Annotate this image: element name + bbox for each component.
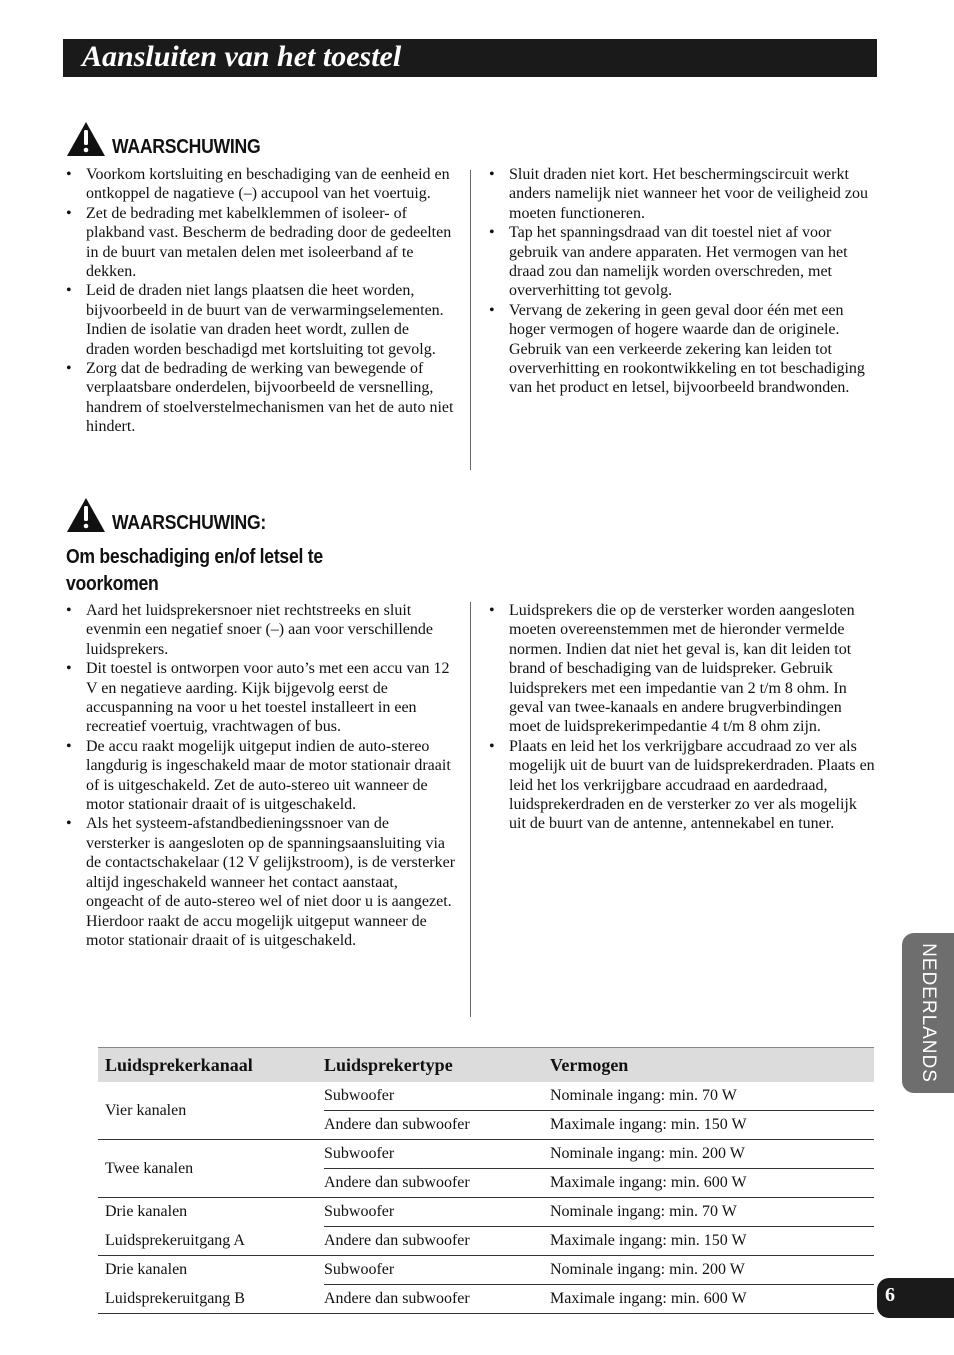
list-item: • Luidsprekers die op de versterker worden aangesloten moeten overeenstemmen met de hieronder vermelde normen. Indien dat niet het geval is, kan dit leiden tot brand of beschadiging van de luidspreker. Gebruik luidsprekers met een impedantie van 2 t/m 8 ohm. In geval van twee-kanaals en andere brugverbindingen moet de luidsprekerimpedantie 4 t/m 8 ohm zijn. <box>489 601 877 737</box>
page-number: 6 <box>885 1284 895 1306</box>
list-item: • Tap het spanningsdraad van dit toestel niet af voor gebruik van andere apparaten. Het vermogen van het draad zou dan namelijk worden overschreden, met oververhitting tot gevolg. <box>489 223 877 301</box>
warning-list-right <box>489 165 877 398</box>
language-label: NEDERLANDS <box>918 943 939 1083</box>
list-item: • Dit toestel is ontworpen voor auto’s met een accu van 12 V en negatieve aarding. Kijk bijgevolg eerst de accuspanning na voor u het toestel installeert in een recreatief voertuig, vrachtwagen of bus. <box>66 659 456 737</box>
page-title: Aansluiten van het toestel <box>82 40 402 73</box>
list-item: • Voorkom kortsluiting en beschadiging van de eenheid en ontkoppel de nagatieve (–) accupool van het voertuig. <box>66 165 456 204</box>
list-item: • Zet de bedrading met kabelklemmen of isoleer- of plakband vast. Bescherm de bedrading door de gedeelten in de buurt van metalen delen met isoleerband af te dekken. <box>66 204 456 282</box>
column-divider <box>470 170 471 470</box>
speaker-type-cell: Subwoofer <box>324 1140 550 1169</box>
column-header: Luidsprekertype <box>324 1048 550 1083</box>
list-item: • Vervang de zekering in geen geval door één met een hoger vermogen of hogere waarde dan de originele. Gebruik van een verkeerde zekering kan leiden tot oververhitting en rookontwikkeling en tot beschadiging van het product en letsel, bijvoorbeeld brandwonden. <box>489 301 877 398</box>
channel-cell: Luidsprekeruitgang A <box>105 1231 245 1249</box>
channel-cell: Vier kanalen <box>105 1101 187 1119</box>
speaker-spec-table <box>98 1047 874 1314</box>
speaker-type-cell: Andere dan subwoofer <box>324 1227 550 1256</box>
power-cell: Nominale ingang: min. 70 W <box>550 1198 874 1227</box>
power-cell: Nominale ingang: min. 200 W <box>550 1140 874 1169</box>
column-divider <box>470 602 471 1017</box>
warning-list-left <box>66 601 456 950</box>
power-cell: Maximale ingang: min. 600 W <box>550 1169 874 1198</box>
channel-cell: Drie kanalen <box>98 1256 292 1285</box>
warning-label: WAARSCHUWING <box>112 136 261 158</box>
warning-label: WAARSCHUWING: <box>112 512 266 534</box>
speaker-type-cell: Subwoofer <box>324 1198 550 1227</box>
speaker-type-cell: Andere dan subwoofer <box>324 1285 550 1314</box>
table-row <box>98 1285 874 1314</box>
power-cell: Maximale ingang: min. 150 W <box>550 1111 874 1140</box>
language-tab <box>902 933 954 1093</box>
warning-triangle-icon <box>66 497 106 533</box>
power-cell: Maximale ingang: min. 600 W <box>550 1285 874 1314</box>
warning-heading-1 <box>66 121 281 157</box>
channel-cell: Drie kanalen <box>98 1198 292 1227</box>
warning-heading-2 <box>66 497 287 533</box>
channel-cell: Twee kanalen <box>98 1140 292 1198</box>
subheading-line: voorkomen <box>66 573 159 595</box>
table-row <box>98 1082 874 1111</box>
list-item: • De accu raakt mogelijk uitgeput indien de auto-stereo langdurig is ingeschakeld maar de motor stationair draait of is uitgeschakeld. Zet de auto-stereo uit wanneer de motor stationair draait of is uitgeschakeld. <box>66 737 456 815</box>
column-header: Luidsprekerkanaal <box>98 1048 292 1083</box>
list-item: • Sluit draden niet kort. Het beschermingscircuit werkt anders namelijk niet wanneer het voor de veiligheid zou moeten functioneren. <box>489 165 877 223</box>
warning-list-right <box>489 601 877 834</box>
list-item: • Aard het luidsprekersnoer niet rechtstreeks en sluit evenmin een negatief snoer (–) aan voor verschillende luidsprekers. <box>66 601 456 659</box>
list-item: • Leid de draden niet langs plaatsen die heet worden, bijvoorbeeld in de buurt van de verwarmingselementen. Indien de isolatie van draden heet wordt, zullen de draden worden beschadigd met kortsluiting tot gevolg. <box>66 281 456 359</box>
warning-subheading <box>66 544 323 598</box>
table-row <box>98 1140 874 1169</box>
power-cell: Nominale ingang: min. 70 W <box>550 1087 737 1104</box>
power-cell: Maximale ingang: min. 150 W <box>550 1227 874 1256</box>
table-row <box>98 1198 874 1227</box>
table-header-row <box>98 1048 874 1083</box>
speaker-type-cell: Andere dan subwoofer <box>324 1111 550 1140</box>
page-header <box>63 39 877 77</box>
speaker-type-cell: Subwoofer <box>324 1087 395 1104</box>
page-number-tab <box>877 1278 954 1318</box>
warning-list-left <box>66 165 456 437</box>
speaker-type-cell: Andere dan subwoofer <box>324 1169 550 1198</box>
warning-triangle-icon <box>66 121 106 157</box>
table-row <box>98 1227 874 1256</box>
table-row <box>98 1256 874 1285</box>
speaker-type-cell: Subwoofer <box>324 1256 550 1285</box>
subheading-line: Om beschadiging en/of letsel te <box>66 546 323 568</box>
column-header: Vermogen <box>550 1048 874 1083</box>
list-item: • Plaats en leid het los verkrijgbare accudraad zo ver als mogelijk uit de buurt van de luidsprekerdraden. Plaats en leid het los verkrijgbare accudraad en aardedraad, luidsprekerdraden en de versterker zo ver als mogelijk uit de buurt van de antenne, antennekabel en tuner. <box>489 737 877 834</box>
power-cell: Nominale ingang: min. 200 W <box>550 1256 874 1285</box>
channel-cell: Luidsprekeruitgang B <box>98 1285 292 1314</box>
list-item: • Zorg dat de bedrading de werking van bewegende of verplaatsbare onderdelen, bijvoorbeeld de versnelling, handrem of stoelverstelmechanismen van het de auto niet hindert. <box>66 359 456 437</box>
list-item: • Als het systeem-afstandbedieningssnoer van de versterker is aangesloten op de spanningsaansluiting via de contactschakelaar (12 V gelijkstroom), is de versterker altijd ingeschakeld wanneer het contact aanstaat, ongeacht of de auto-stereo wel of niet door u is aangezet. Hierdoor raakt de accu mogelijk uitgeput wanneer de motor stationair draait of is uitgeschakeld. <box>66 814 456 950</box>
